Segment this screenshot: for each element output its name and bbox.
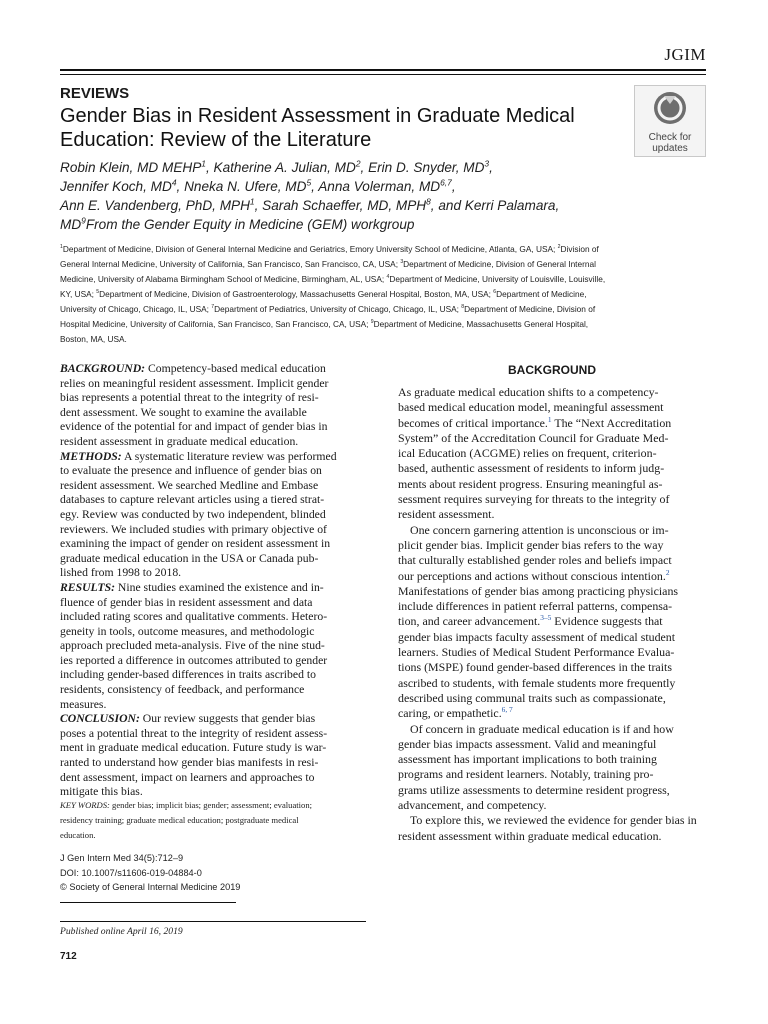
keywords-line: residency training; graduate medical education; postgraduate medical [60, 815, 299, 825]
author: Jennifer Koch, MD [60, 179, 172, 194]
body-text-span: tion, and career advancement. [398, 614, 541, 629]
body-line: resident assessment within graduate medical education. [398, 828, 662, 843]
body-line: sessment requires surveying for threats to the integrity of [398, 492, 670, 507]
affil-mark: 6,7 [440, 177, 452, 188]
affiliation-text: Department of Medicine, Division of [464, 304, 596, 314]
keywords-line: education. [60, 830, 96, 840]
abstract-line [60, 712, 368, 727]
check-for-updates-label [635, 132, 705, 154]
abstract-line: relies on meaningful resident assessment. Implicit gender [60, 376, 329, 390]
abstract-line: to evaluate the presence and influence of gender bias on [60, 464, 322, 478]
title-line: Gender Bias in Resident Assessment in Graduate Medical [60, 105, 575, 127]
abstract-line: ranted to understand how gender bias manifests in resi- [60, 756, 319, 770]
affiliation-text: Department of Medicine, Division of General Internal [403, 259, 596, 269]
affil-mark: 9 [370, 319, 374, 326]
check-for-updates-icon [652, 90, 688, 130]
body-line: To explore this, we reviewed the evidence for gender bias in [410, 813, 697, 828]
keywords-text: gender bias; implicit bias; gender; assessment; evaluation; [109, 800, 313, 810]
author: , and Kerri Palamara, [430, 198, 560, 213]
abstract-label-results: RESULTS: [60, 580, 115, 594]
body-line: plicit gender bias. Implicit gender bias refers to the way [398, 537, 664, 552]
abstract-line: evidence of the potential for and impact of gender bias in [60, 420, 328, 434]
affiliation-text: Department of Medicine, [496, 289, 587, 299]
affil-mark: 3 [400, 259, 404, 266]
affil-mark: 2 [355, 158, 361, 169]
affil-mark: 6 [493, 289, 497, 296]
body-line: System” of the Accreditation Council for Graduate Med- [398, 430, 669, 445]
body-line [398, 614, 706, 629]
body-line: grams utilize assessments to determine resident progress, [398, 782, 670, 797]
reference-link[interactable]: 3–5 [540, 613, 552, 623]
author: , Sarah Schaeffer, MD, MPH [254, 198, 427, 213]
abstract-line: dent assessment. We sought to examine the available [60, 405, 307, 419]
author-sep: , [489, 160, 493, 175]
author: , Nneka N. Ufere, MD [176, 179, 307, 194]
body-line: gender bias impacts faculty assessment of medical student [398, 629, 676, 644]
affiliation-line [60, 317, 708, 332]
body-line: that culturally established gender roles and beliefs impact [398, 553, 672, 568]
abstract-line: residents, consistency of feedback, and performance [60, 683, 305, 697]
abstract-line [60, 450, 368, 465]
abstract-label-methods: METHODS: [60, 449, 122, 463]
affiliation-text: Department of Medicine, Massachusetts General Hospital, [373, 319, 589, 329]
affiliation-text: Medicine, University of Alabama Birmingham School of Medicine, Birmingham, AL, USA; [60, 274, 387, 284]
author-list [60, 158, 660, 234]
abstract-line: dent assessment, impact on learners and approaches to [60, 770, 315, 784]
affiliation-line: Boston, MA, USA. [60, 334, 127, 344]
body-text-span: Evidence suggests that [551, 614, 663, 629]
abstract-line: graduate medical education in the USA or Canada pub- [60, 551, 319, 565]
author: , Anna Volerman, MD [311, 179, 441, 194]
keywords-line [60, 798, 368, 813]
affiliation-line [60, 272, 708, 287]
citation-doi[interactable]: DOI: 10.1007/s11606-019-04884-0 [60, 867, 202, 878]
abstract-line: geneity in tools, outcome measures, and methodologic [60, 624, 315, 638]
body-line [398, 706, 706, 721]
abstract-line: fluence of gender bias in resident assessment and data [60, 595, 313, 609]
affil-mark: 8 [426, 196, 431, 207]
citation-block [60, 851, 368, 895]
affiliation-text: KY, USA; [60, 289, 97, 299]
affiliation-text: General Internal Medicine, University of California, San Francisco, San Francisco, CA, USA; [60, 259, 401, 269]
abstract-line: poses a potential threat to the integrity of resident assess- [60, 726, 328, 740]
reference-link[interactable]: 2 [665, 567, 670, 577]
abstract-text: Nine studies examined the existence and in- [115, 580, 324, 594]
body-line: programs and resident learners. Notably, training pro- [398, 767, 654, 782]
affil-mark: 5 [96, 289, 100, 296]
abstract-line: lished from 1998 to 2018. [60, 566, 182, 580]
citation-ref: J Gen Intern Med 34(5):712–9 [60, 853, 184, 863]
body-text-span: caring, or empathetic. [398, 706, 502, 721]
affil-mark: 9 [81, 215, 86, 226]
affil-mark: 7 [211, 304, 215, 311]
workgroup: From the Gender Equity in Medicine (GEM) workgroup [85, 217, 415, 232]
affil-mark: 4 [171, 177, 177, 188]
author-line [60, 177, 660, 196]
body-line: resident assessment. [398, 507, 495, 522]
affiliation-text: Department of Medicine, Division of General Internal Medicine and Geriatrics, Emory University School of Medicine, Atlanta, GA, USA; [62, 244, 558, 254]
abstract-line: included rating scores and qualitative comments. Hetero- [60, 610, 328, 624]
abstract-text: Competency-based medical education [145, 362, 326, 375]
body-text-span: our perceptions and actions without conscious intention. [398, 568, 666, 583]
author-line [60, 158, 660, 177]
affiliation-line [60, 287, 708, 302]
author: , Erin D. Snyder, MD [360, 160, 485, 175]
affiliation-text: University of Chicago, Chicago, IL, USA; [60, 304, 212, 314]
affiliation-line [60, 242, 708, 257]
affil-mark: 3 [484, 158, 490, 169]
abstract-line [60, 581, 368, 596]
affil-mark: 8 [461, 304, 465, 311]
author-sep: , [451, 179, 456, 194]
body-line: As graduate medical education shifts to a competency- [398, 385, 659, 399]
body-line: include differences in patient referral patterns, compensa- [398, 599, 673, 614]
article-title [60, 104, 620, 152]
abstract-line: ies reported a difference in outcomes attributed to gender [60, 653, 328, 667]
body-line: learners. Studies of Medical Student Performance Evalua- [398, 645, 675, 660]
body-line: based, authentic assessment of residents to inform judg- [398, 461, 665, 476]
affiliation-text: Department of Pediatrics, University of Chicago, Chicago, IL, USA; [214, 304, 462, 314]
body-text [398, 385, 706, 844]
abstract-line [60, 362, 368, 377]
check-for-updates-line: Check for [648, 132, 692, 143]
body-line: ascribed to students, with female students more frequently [398, 675, 676, 690]
affil-mark: 1 [249, 196, 255, 207]
affil-mark: 2 [557, 244, 561, 251]
section-label: REVIEWS [60, 85, 130, 102]
affil-mark: 4 [386, 274, 390, 281]
reference-link[interactable]: 1 [547, 414, 552, 424]
header-rule-thin [60, 74, 706, 75]
affiliation-text: Hospital Medicine, University of California, San Francisco, San Francisco, CA, USA; [60, 319, 371, 329]
author: Robin Klein, MD MEHP [60, 160, 202, 175]
abstract-label-background: BACKGROUND: [60, 362, 146, 375]
affiliations [60, 242, 708, 347]
affiliation-text: Division of [560, 244, 599, 254]
affil-mark: 5 [306, 177, 312, 188]
affiliation-text: Department of Medicine, Division of Gastroenterology, Massachusetts General Hospital, Boston, MA, USA; [99, 289, 494, 299]
abstract-line: including gender-based differences in traits ascribed to [60, 668, 316, 682]
body-line [398, 416, 706, 431]
page-number: 712 [60, 951, 77, 962]
body-line: Manifestations of gender bias among practicing physicians [398, 583, 679, 598]
check-for-updates-badge[interactable] [634, 85, 706, 157]
body-line: based medical education model, meaningful assessment [398, 400, 664, 415]
abstract-line: mitigate this bias. [60, 785, 143, 799]
abstract-line: databases to capture relevant articles using a tiered strat- [60, 493, 325, 507]
author-line [60, 215, 660, 234]
abstract-line: reviewers. We included studies with primary objective of [60, 522, 327, 536]
abstract-line: bias represents a potential threat to the integrity of resi- [60, 391, 319, 405]
body-line: ments about resident progress. Ensuring meaningful as- [398, 476, 663, 491]
title-line: Education: Review of the Literature [60, 129, 372, 151]
citation-copyright: © Society of General Internal Medicine 2019 [60, 882, 241, 892]
affiliation-text: Department of Medicine, University of Louisville, Louisville, [389, 274, 606, 284]
header-rule [60, 69, 706, 71]
author-line [60, 196, 660, 215]
body-line: gender bias impacts assessment. Valid and meaningful [398, 736, 657, 751]
body-line: advancement, and competency. [398, 798, 547, 813]
body-line: assessment has important implications to both training [398, 752, 657, 767]
author: Ann E. Vandenberg, PhD, MPH [60, 198, 250, 213]
abstract-line: measures. [60, 697, 107, 711]
published-date: Published online April 16, 2019 [60, 926, 183, 937]
affiliation-line [60, 302, 708, 317]
reference-link[interactable]: 6, 7 [501, 705, 513, 715]
body-line [398, 569, 706, 584]
body-text-span: becomes of critical importance. [398, 415, 548, 430]
abstract-text: Our review suggests that gender bias [139, 712, 316, 726]
abstract-label-conclusion: CONCLUSION: [60, 712, 140, 726]
affil-mark: 1 [60, 244, 63, 251]
abstract-line: resident assessment. We searched Medline and Embase [60, 478, 319, 492]
divider [60, 902, 236, 903]
journal-name: JGIM [664, 45, 706, 64]
keywords [60, 798, 368, 843]
abstract-line: examining the impact of gender on resident assessment in [60, 537, 331, 551]
abstract [60, 362, 368, 800]
affiliation-line [60, 257, 708, 272]
body-line: One concern garnering attention is unconscious or im- [410, 522, 669, 537]
abstract-text: A systematic literature review was performed [121, 449, 337, 463]
body-heading: BACKGROUND [508, 363, 596, 377]
author: MD [60, 217, 82, 232]
affil-mark: 1 [201, 158, 206, 169]
body-line: ical Education (ACGME) relies on frequent, criterion- [398, 446, 657, 461]
body-line: described using communal traits such as compassionate, [398, 690, 666, 705]
check-for-updates-line: updates [652, 143, 688, 154]
abstract-line: egy. Review was conducted by two independent, blinded [60, 507, 326, 521]
keywords-label: KEY WORDS: [60, 800, 110, 810]
body-line: tions (MSPE) found gender-based differences in the traits [398, 660, 672, 675]
author: , Katherine A. Julian, MD [205, 160, 356, 175]
abstract-line: resident assessment in graduate medical education. [60, 434, 299, 448]
abstract-line: ment in graduate medical education. Future study is war- [60, 741, 327, 755]
abstract-line: approach precluded meta-analysis. Five of the nine stud- [60, 639, 325, 653]
body-line: Of concern in graduate medical education is if and how [410, 721, 674, 736]
body-text-span: The “Next Accreditation [551, 415, 672, 430]
footer-rule [60, 921, 366, 922]
